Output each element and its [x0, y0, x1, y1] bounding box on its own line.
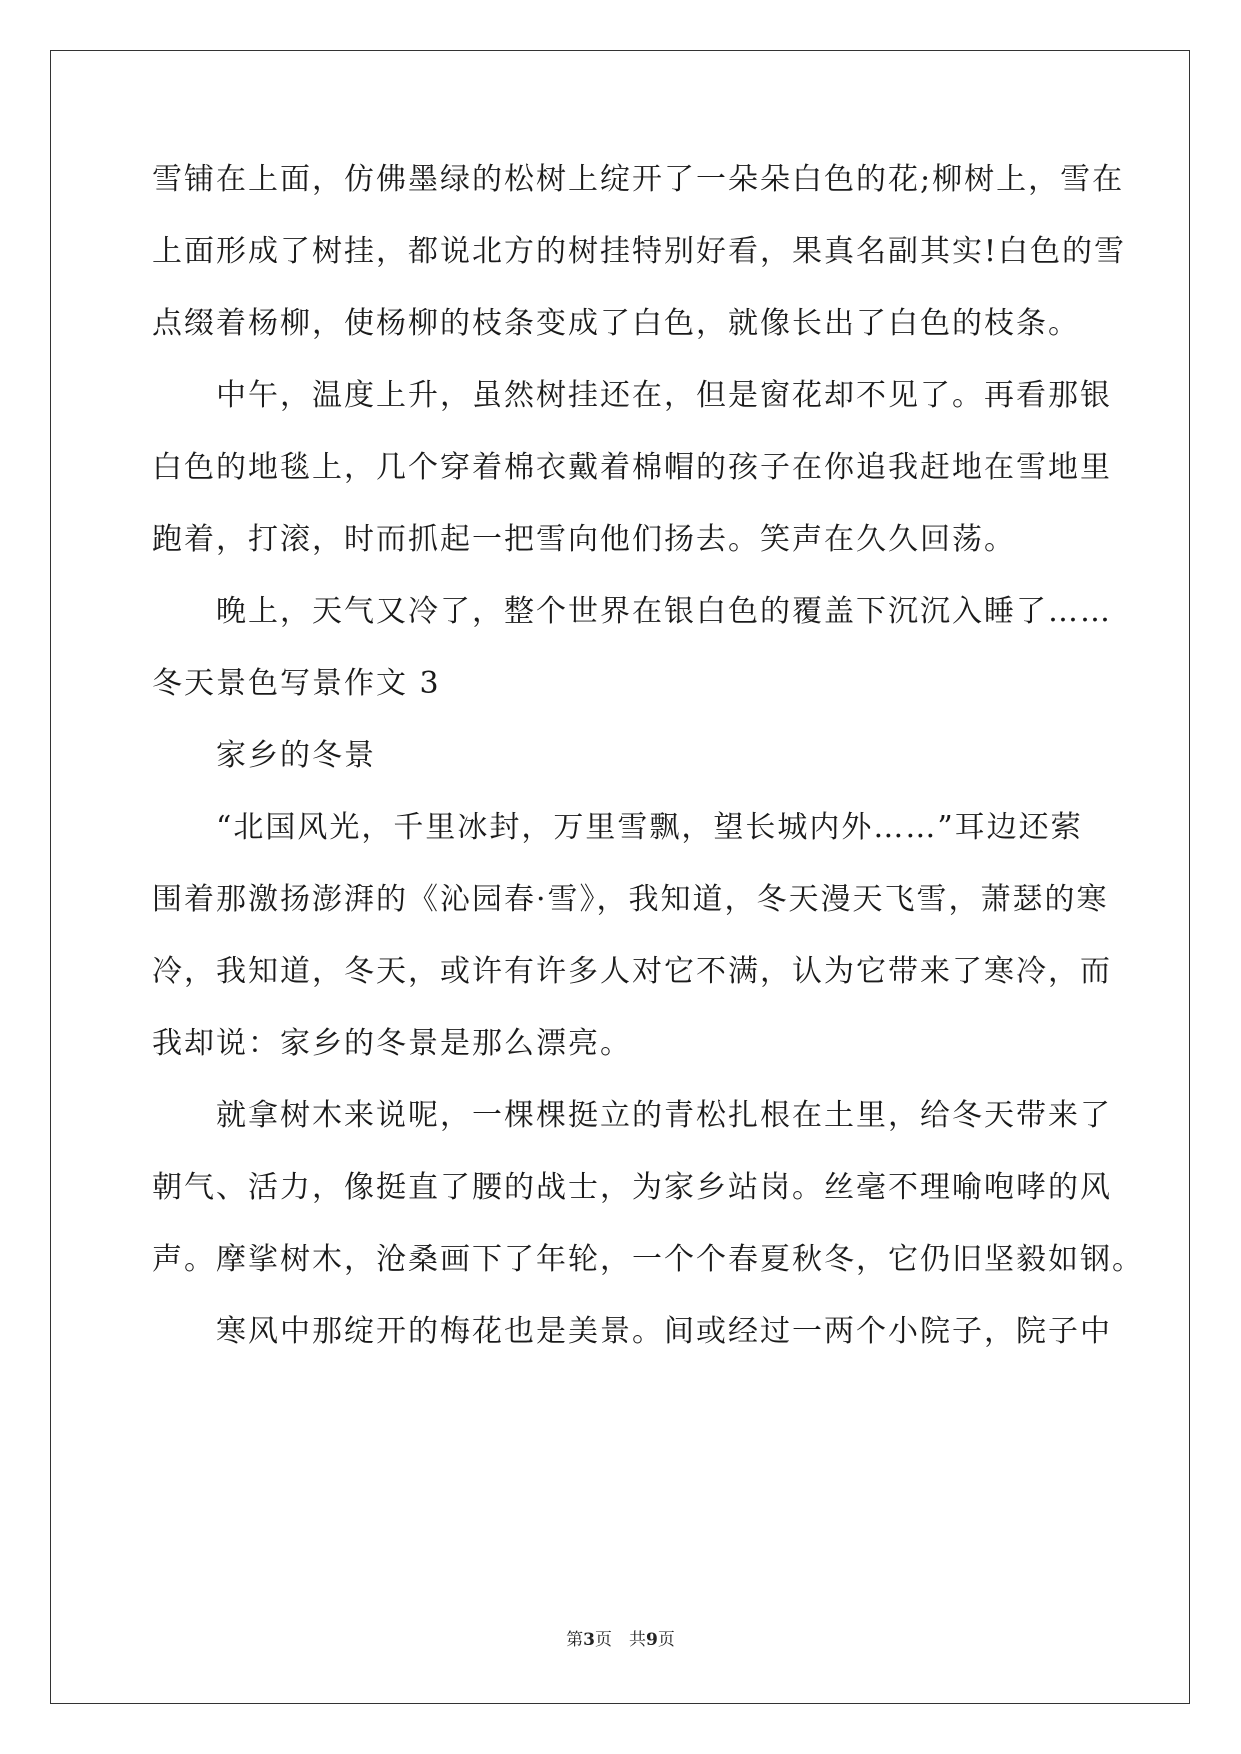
current-page-number: 3: [583, 1630, 595, 1650]
essay-title: 家乡的冬景: [216, 738, 376, 773]
text-line: 跑着，打滚，时而抓起一把雪向他们扬去。笑声在久久回荡。: [152, 522, 1016, 557]
page-label-suffix: 页: [657, 1630, 675, 1650]
page-label-mid: 页 共: [595, 1630, 646, 1650]
section-heading: 冬天景色写景作文 3: [152, 666, 441, 701]
paragraph-start-line: 晚上，天气又冷了，整个世界在银白色的覆盖下沉沉入睡了……: [216, 594, 1112, 629]
paragraph-start-line: 寒风中那绽开的梅花也是美景。间或经过一两个小院子，院子中: [216, 1314, 1112, 1349]
text-line: 朝气、活力，像挺直了腰的战士，为家乡站岗。丝毫不理喻咆哮的风: [152, 1170, 1112, 1205]
text-line: 我却说：家乡的冬景是那么漂亮。: [152, 1026, 632, 1061]
paragraph-start-line: 中午，温度上升，虽然树挂还在，但是窗花却不见了。再看那银: [216, 378, 1112, 413]
text-line: 白色的地毯上，几个穿着棉衣戴着棉帽的孩子在你追我赶地在雪地里: [152, 450, 1112, 485]
text-line: 上面形成了树挂，都说北方的树挂特别好看，果真名副其实!白色的雪: [152, 234, 1127, 269]
text-line: 点缀着杨柳，使杨柳的枝条变成了白色，就像长出了白色的枝条。: [152, 306, 1080, 341]
page-label-prefix: 第: [566, 1630, 584, 1650]
page-border: [50, 50, 1190, 1704]
text-line: 冷，我知道，冬天，或许有许多人对它不满，认为它带来了寒冷，而: [152, 954, 1112, 989]
paragraph-start-line: 就拿树木来说呢，一棵棵挺立的青松扎根在土里，给冬天带来了: [216, 1098, 1112, 1133]
text-line: 声。摩挲树木，沧桑画下了年轮，一个个春夏秋冬，它仍旧坚毅如钢。: [152, 1242, 1144, 1277]
text-line: 围着那激扬澎湃的《沁园春·雪》，我知道，冬天漫天飞雪，萧瑟的寒: [152, 882, 1109, 917]
paragraph-start-line: “北国风光，千里冰封，万里雪飘，望长城内外……”耳边还萦: [216, 810, 1083, 845]
page-footer: [0, 1628, 1241, 1652]
total-pages-number: 9: [646, 1630, 658, 1650]
text-line: 雪铺在上面，仿佛墨绿的松树上绽开了一朵朵白色的花;柳树上，雪在: [152, 162, 1125, 197]
